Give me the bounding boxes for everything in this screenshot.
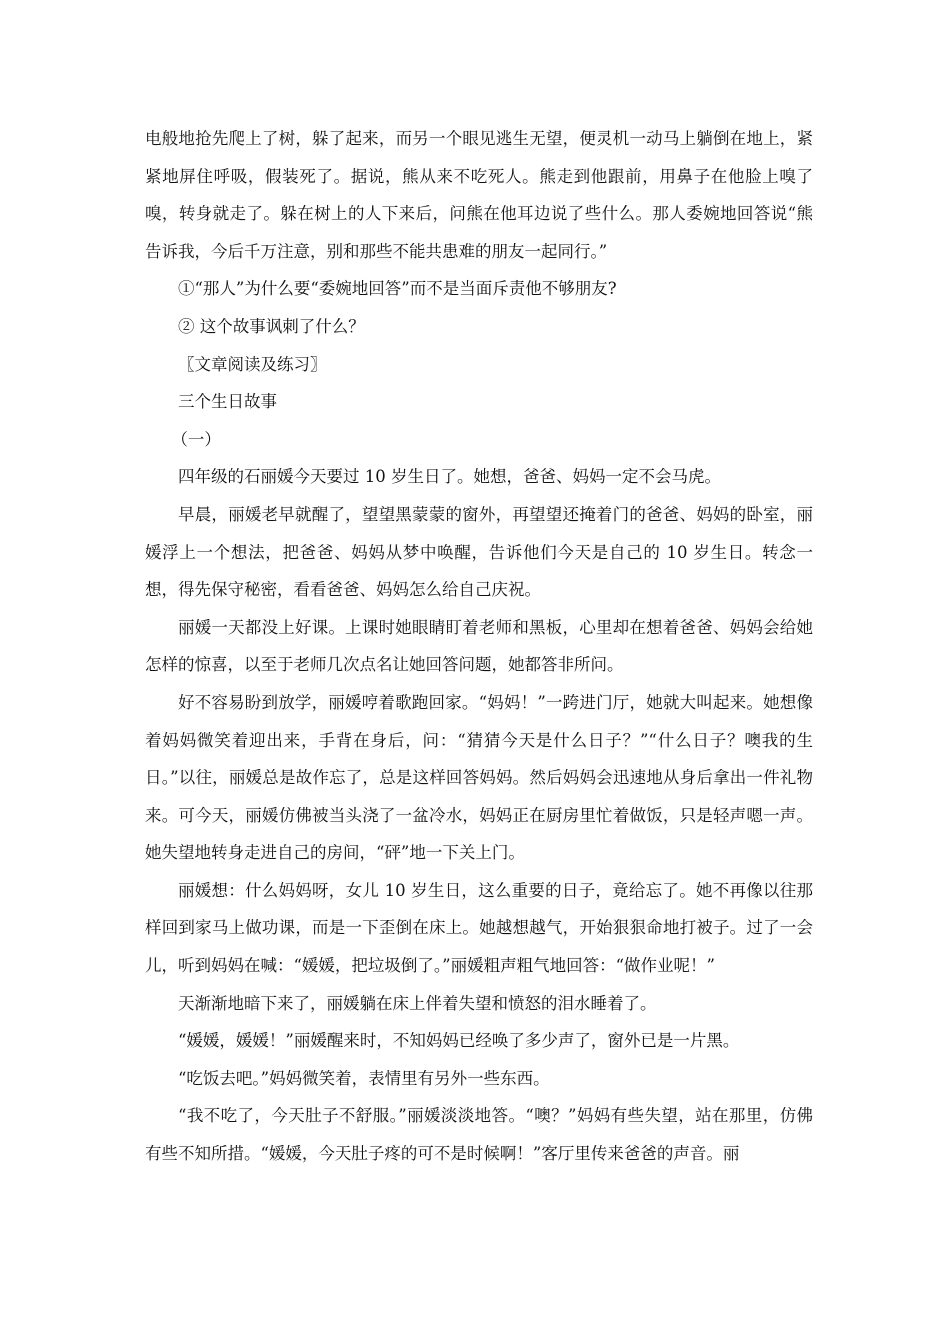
question-2: ② 这个故事讽刺了什么？ — [178, 316, 365, 336]
part-marker: （一） — [171, 429, 221, 449]
paragraph: “媛媛，媛媛！”丽媛醒来时，不知妈妈已经唤了多少声了，窗外已是一片黑。 — [178, 1031, 740, 1051]
question-1: ①“那人”为什么要“委婉地回答”而不是当面斥责他不够朋友? — [178, 279, 617, 299]
paragraph: 好不容易盼到放学，丽媛哼着歌跑回家。“妈妈！”一跨进门厅，她就大叫起来。她想像着妈妈微笑着迎出来，手背在身后，问：“猜猜今天是什么日子？”“什么日子？噢我的生日。”以往，丽媛总是故作忘了，总是这样回答妈妈。然后妈妈会迅速地从身后拿出一件礼物来。可今天，丽媛仿佛被当头浇了一盆冷水，妈妈正在厨房里忙着做饭，只是轻声嗯一声。她失望地转身走进自己的房间，“砰”地一下关上门。 — [145, 692, 813, 863]
paragraph: 早晨，丽媛老早就醒了，望望黑蒙蒙的窗外，再望望还掩着门的爸爸、妈妈的卧室，丽媛浮上一个想法，把爸爸、妈妈从梦中唤醒，告诉他们今天是自己的 10 岁生日。转念一想，得先保守秘密，看看爸爸、妈妈怎么给自己庆祝。 — [145, 504, 813, 600]
paragraph-bear-story-ending: 电般地抢先爬上了树，躲了起来，而另一个眼见逃生无望，便灵机一动马上躺倒在地上，紧紧地屏住呼吸，假装死了。据说，熊从来不吃死人。熊走到他跟前，用鼻子在他脸上嗅了嗅，转身就走了。躲在树上的人下来后，问熊在他耳边说了些什么。那人委婉地回答说“熊告诉我，今后千万注意，别和那些不能共患难的朋友一起同行。” — [145, 129, 813, 261]
paragraph: 天渐渐地暗下来了，丽媛躺在床上伴着失望和愤怒的泪水睡着了。 — [178, 993, 657, 1013]
document-body — [145, 120, 813, 1173]
paragraph: 丽媛想：什么妈妈呀，女儿 10 岁生日，这么重要的日子，竟给忘了。她不再像以往那样回到家马上做功课，而是一下歪倒在床上。她越想越气，开始狠狠命地打被子。过了一会儿，听到妈妈在喊：“媛媛，把垃圾倒了。”丽媛粗声粗气地回答：“做作业呢！” — [145, 880, 813, 976]
paragraph: 丽媛一天都没上好课。上课时她眼睛盯着老师和黑板，心里却在想着爸爸、妈妈会给她怎样的惊喜，以至于老师几次点名让她回答问题，她都答非所问。 — [145, 617, 813, 675]
paragraph: “吃饭去吧。”妈妈微笑着，表情里有另外一些东西。 — [178, 1068, 550, 1088]
paragraph: “我不吃了，今天肚子不舒服。”丽媛淡淡地答。“噢？”妈妈有些失望，站在那里，仿佛有些不知所措。“媛媛，今天肚子疼的可不是时候啊！”客厅里传来爸爸的声音。丽 — [145, 1106, 813, 1164]
paragraph: 四年级的石丽媛今天要过 10 岁生日了。她想，爸爸、妈妈一定不会马虎。 — [178, 467, 721, 487]
section-heading: 〖文章阅读及练习〗 — [178, 354, 327, 374]
article-title: 三个生日故事 — [178, 392, 277, 412]
